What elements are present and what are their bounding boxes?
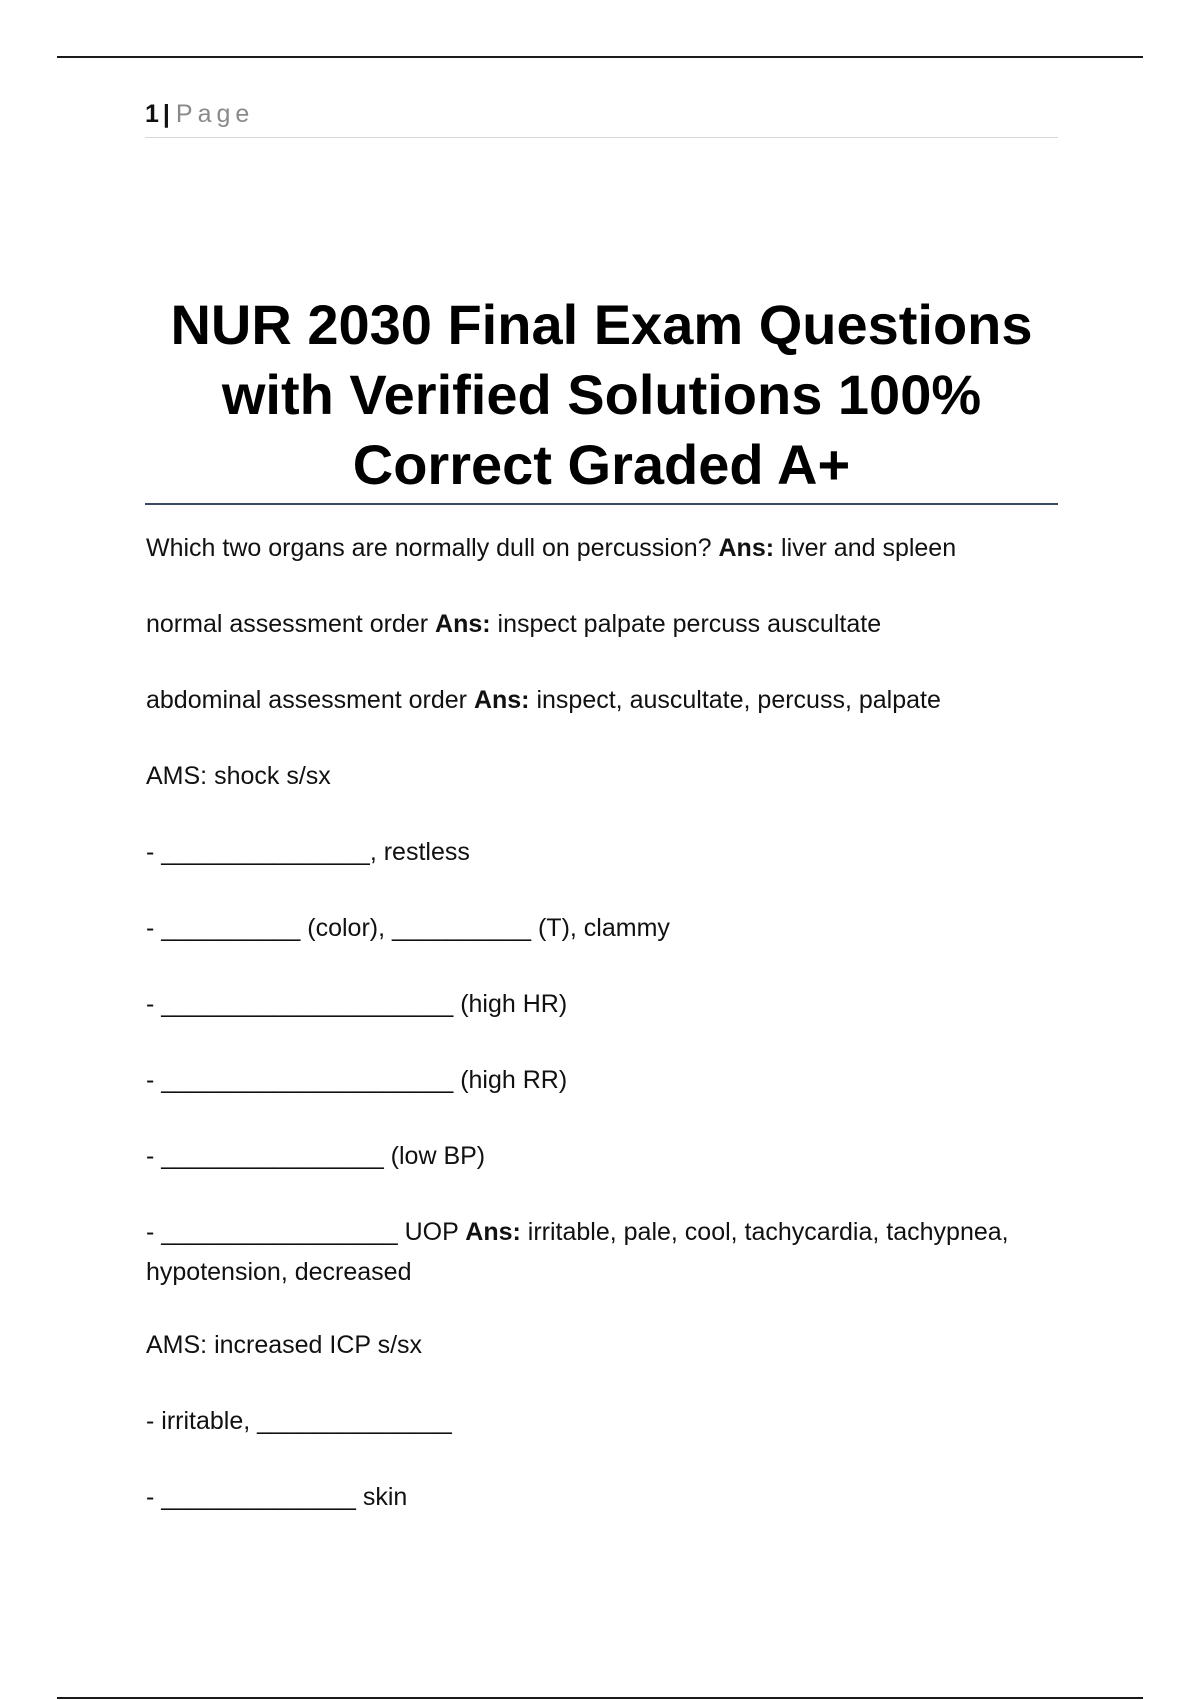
page-label: Page bbox=[175, 100, 255, 128]
question-text: - _______________, restless bbox=[146, 838, 470, 866]
question-item bbox=[146, 1060, 1036, 1100]
document-title bbox=[145, 290, 1058, 500]
question-text: - __________ (color), __________ (T), clammy bbox=[146, 914, 670, 942]
question-text: AMS: increased ICP s/sx bbox=[146, 1331, 423, 1359]
question-text: - ________________ (low BP) bbox=[146, 1142, 486, 1170]
question-text: - _____________________ (high RR) bbox=[146, 1066, 568, 1094]
question-item bbox=[146, 1136, 1036, 1176]
page-number: 1 bbox=[145, 100, 159, 128]
answer-text: irritable, pale, cool, tachycardia, tachypnea, hypotension, decreased bbox=[146, 1218, 1016, 1286]
title-underline bbox=[145, 503, 1058, 505]
question-list bbox=[146, 528, 1036, 1553]
answer-text: inspect palpate percuss auscultate bbox=[490, 610, 882, 638]
question-item bbox=[146, 604, 1036, 644]
answer-label: Ans: bbox=[435, 610, 491, 638]
question-item bbox=[146, 908, 1036, 948]
question-text: - ______________ skin bbox=[146, 1483, 408, 1511]
answer-text: liver and spleen bbox=[774, 534, 957, 562]
title-line-1: NUR 2030 Final Exam Questions bbox=[170, 293, 1033, 356]
question-item bbox=[146, 1325, 1036, 1365]
title-line-2: with Verified Solutions 100% bbox=[221, 363, 982, 426]
question-text: Which two organs are normally dull on percussion? bbox=[146, 534, 719, 562]
question-text: abdominal assessment order bbox=[146, 686, 474, 714]
question-text: - _________________ UOP bbox=[146, 1218, 466, 1246]
question-item bbox=[146, 1401, 1036, 1441]
page-header bbox=[145, 96, 1058, 138]
question-item bbox=[146, 1212, 1036, 1292]
top-rule bbox=[57, 56, 1143, 58]
answer-label: Ans: bbox=[718, 534, 775, 562]
question-item bbox=[146, 680, 1036, 720]
question-item bbox=[146, 756, 1036, 796]
answer-label: Ans: bbox=[473, 686, 530, 714]
page-separator: | bbox=[162, 100, 170, 128]
answer-text: inspect, auscultate, percuss, palpate bbox=[529, 686, 941, 714]
question-text: normal assessment order bbox=[146, 610, 436, 638]
question-item bbox=[146, 528, 1036, 568]
answer-label: Ans: bbox=[465, 1218, 521, 1246]
question-text: AMS: shock s/sx bbox=[146, 762, 331, 790]
question-item bbox=[146, 832, 1036, 872]
question-item bbox=[146, 1477, 1036, 1517]
question-text: - irritable, ______________ bbox=[146, 1407, 452, 1435]
bottom-rule bbox=[57, 1697, 1143, 1699]
question-text: - _____________________ (high HR) bbox=[146, 990, 568, 1018]
question-item bbox=[146, 984, 1036, 1024]
title-line-3: Correct Graded A+ bbox=[352, 433, 851, 496]
